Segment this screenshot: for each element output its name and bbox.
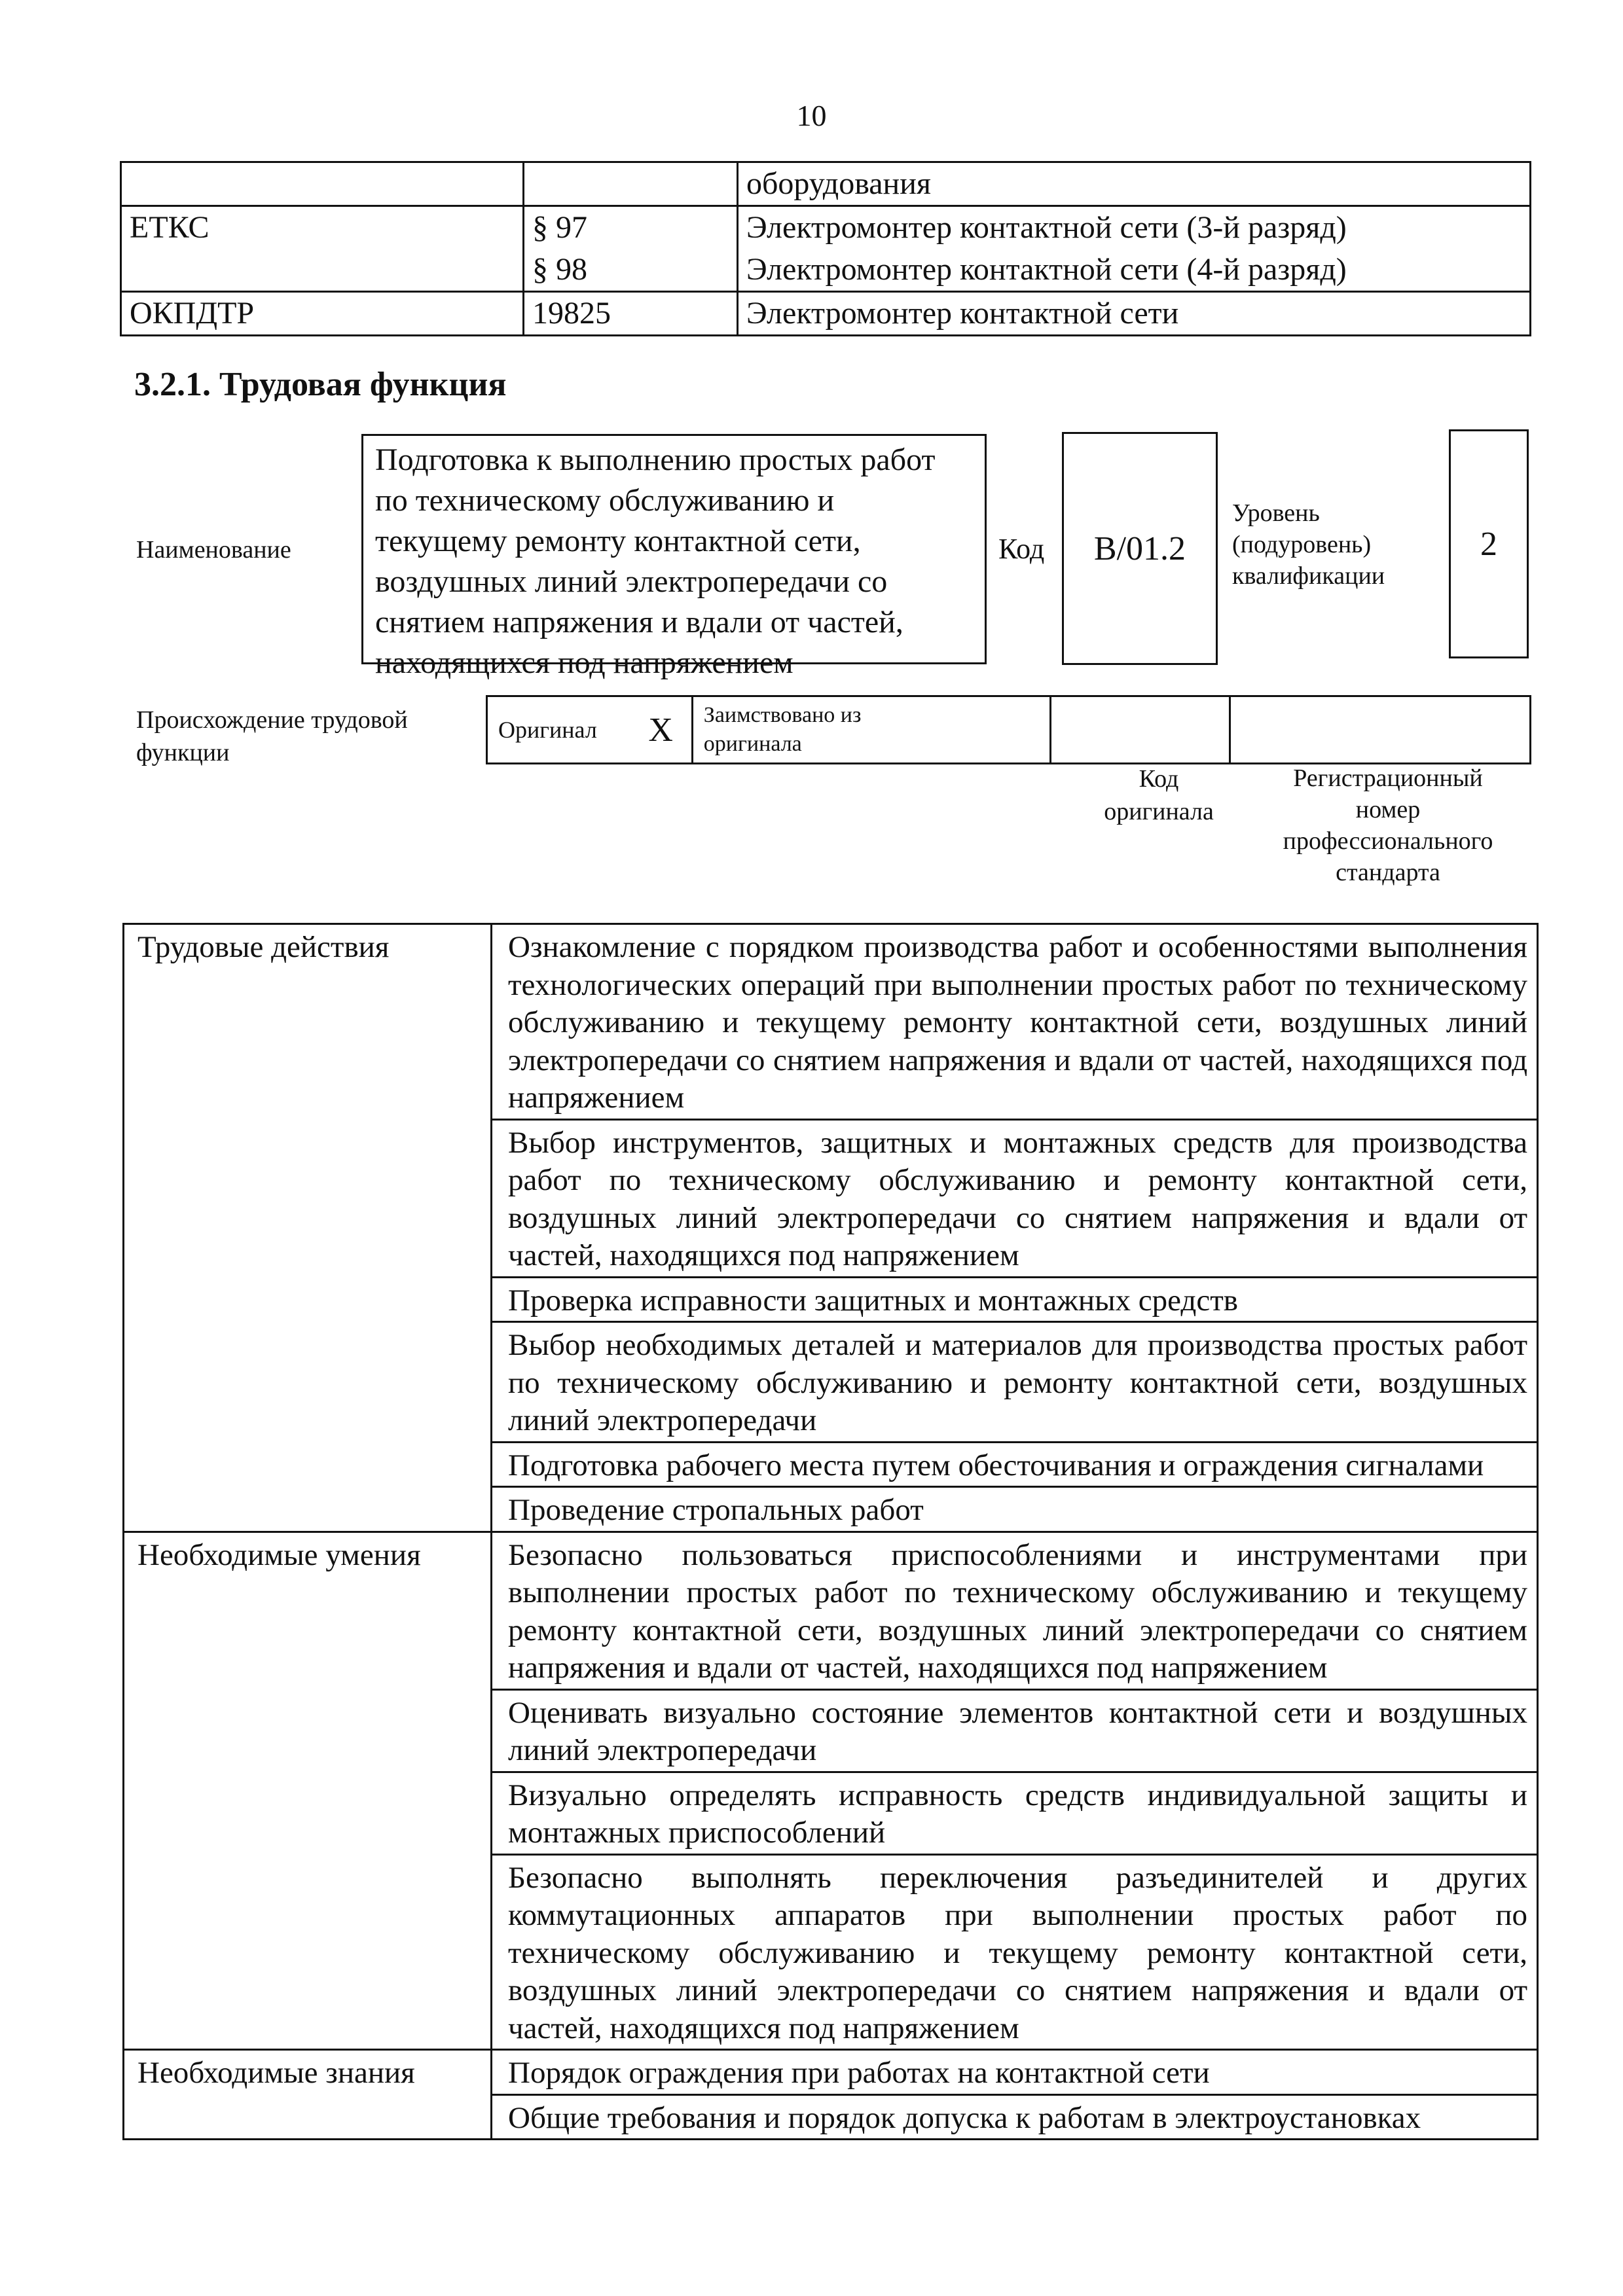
- group-label: Необходимые знания: [124, 2050, 492, 2140]
- original-mark: X: [630, 696, 692, 764]
- table-row: [121, 162, 1531, 206]
- registration-caption-line: стандарта: [1336, 859, 1440, 886]
- cell-titles: [738, 206, 1531, 292]
- code-caption-line: оригинала: [1104, 798, 1214, 825]
- list-item: Порядок ограждения при работах на контактной сети: [492, 2050, 1538, 2095]
- level-label-line: Уровень: [1232, 499, 1320, 527]
- code-value-box: B/01.2: [1062, 432, 1218, 665]
- function-name-box: Подготовка к выполнению простых работ по техническому обслуживанию и текущему ремонту контактной сети, воздушных линий электропередачи со снятием напряжения и вдали от частей, находящихся под напряжением: [361, 434, 987, 664]
- code-line: § 97: [532, 210, 587, 245]
- registration-caption-line: профессионального: [1283, 827, 1493, 855]
- table-row: [124, 924, 1538, 1120]
- cell-code: 19825: [524, 292, 738, 336]
- list-item: Визуально определять исправность средств индивидуальной защиты и монтажных приспособлений: [492, 1772, 1538, 1854]
- cell-name: ОКПДТР: [121, 292, 524, 336]
- table-row: [487, 696, 1531, 764]
- registration-caption-line: номер: [1355, 796, 1421, 823]
- level-value-box: 2: [1449, 429, 1529, 658]
- section-heading: 3.2.1. Трудовая функция: [134, 366, 507, 403]
- borrowed-label-line: Заимствовано из: [703, 703, 862, 727]
- function-table: [122, 923, 1539, 2140]
- registration-caption-line: Регистрационный: [1293, 764, 1483, 792]
- table-row: [124, 2050, 1538, 2095]
- list-item: Проведение стропальных работ: [492, 1487, 1538, 1532]
- borrowed-label: [692, 696, 1050, 764]
- level-label: [1232, 497, 1385, 592]
- title-line: Электромонтер контактной сети (3-й разряд): [746, 210, 1347, 245]
- list-item: Безопасно выполнять переключения разъединителей и других коммутационных аппаратов при выполнении простых работ по техническому обслуживанию и текущему ремонту контактной сети, воздушных линий электропередачи со снятием напряжения и вдали от частей, находящихся под напряжением: [492, 1854, 1538, 2050]
- origin-label-line: Происхождение трудовой: [136, 706, 408, 734]
- list-item: Ознакомление с порядком производства работ и особенностями выполнения технологических операций при выполнении простых работ по техническому обслуживанию и текущему ремонту контактной сети, воздушных линий электропередачи со снятием напряжения и вдали от частей, находящихся под напряжением: [492, 924, 1538, 1120]
- original-code-cell: [1051, 696, 1230, 764]
- original-label: Оригинал: [487, 696, 630, 764]
- list-item: Выбор инструментов, защитных и монтажных средств для производства работ по техническому обслуживанию и ремонту контактной сети, воздушных линий электропередачи со снятием напряжения и вдали от частей, находящихся под напряжением: [492, 1119, 1538, 1277]
- code-label: Код: [998, 533, 1045, 565]
- list-item: Безопасно пользоваться приспособлениями и инструментами при выполнении простых работ по техническому обслуживанию и текущему ремонту контактной сети, воздушных линий электропередачи со снятием напряжения и вдали от частей, находящихся под напряжением: [492, 1532, 1538, 1689]
- origin-label-line: функции: [136, 739, 230, 766]
- list-item: Оценивать визуально состояние элементов контактной сети и воздушных линий электропередачи: [492, 1689, 1538, 1772]
- origin-label: [136, 704, 408, 769]
- list-item: Проверка исправности защитных и монтажных средств: [492, 1277, 1538, 1322]
- cell-title: Электромонтер контактной сети: [738, 292, 1531, 336]
- list-item: Подготовка рабочего места путем обесточивания и ограждения сигналами: [492, 1442, 1538, 1487]
- code-caption: [1074, 762, 1244, 828]
- list-item: Выбор необходимых деталей и материалов для производства простых работ по техническому обслуживанию и ремонту контактной сети, воздушных линий электропередачи: [492, 1322, 1538, 1443]
- code-caption-line: Код: [1139, 765, 1179, 793]
- classification-table: [120, 161, 1531, 336]
- table-row: [121, 292, 1531, 336]
- cell-name: [121, 162, 524, 206]
- group-label: Необходимые умения: [124, 1532, 492, 2050]
- group-label: Трудовые действия: [124, 924, 492, 1532]
- cell-code: [524, 162, 738, 206]
- borrowed-label-line: оригинала: [703, 732, 802, 756]
- cell-name: ЕТКС: [121, 206, 524, 292]
- name-label: Наименование: [136, 536, 291, 564]
- registration-caption: [1244, 762, 1532, 888]
- list-item: Общие требования и порядок допуска к работам в электроустановках: [492, 2094, 1538, 2140]
- level-label-line: (подуровень): [1232, 531, 1372, 558]
- level-label-line: квалификации: [1232, 562, 1385, 590]
- origin-table: [486, 695, 1531, 764]
- cell-title: оборудования: [738, 162, 1531, 206]
- title-line: Электромонтер контактной сети (4-й разряд): [746, 252, 1347, 287]
- page-number: 10: [796, 99, 827, 132]
- table-row: [121, 206, 1531, 292]
- registration-number-cell: [1230, 696, 1531, 764]
- table-row: [124, 1532, 1538, 1689]
- code-line: § 98: [532, 252, 587, 287]
- cell-codes: [524, 206, 738, 292]
